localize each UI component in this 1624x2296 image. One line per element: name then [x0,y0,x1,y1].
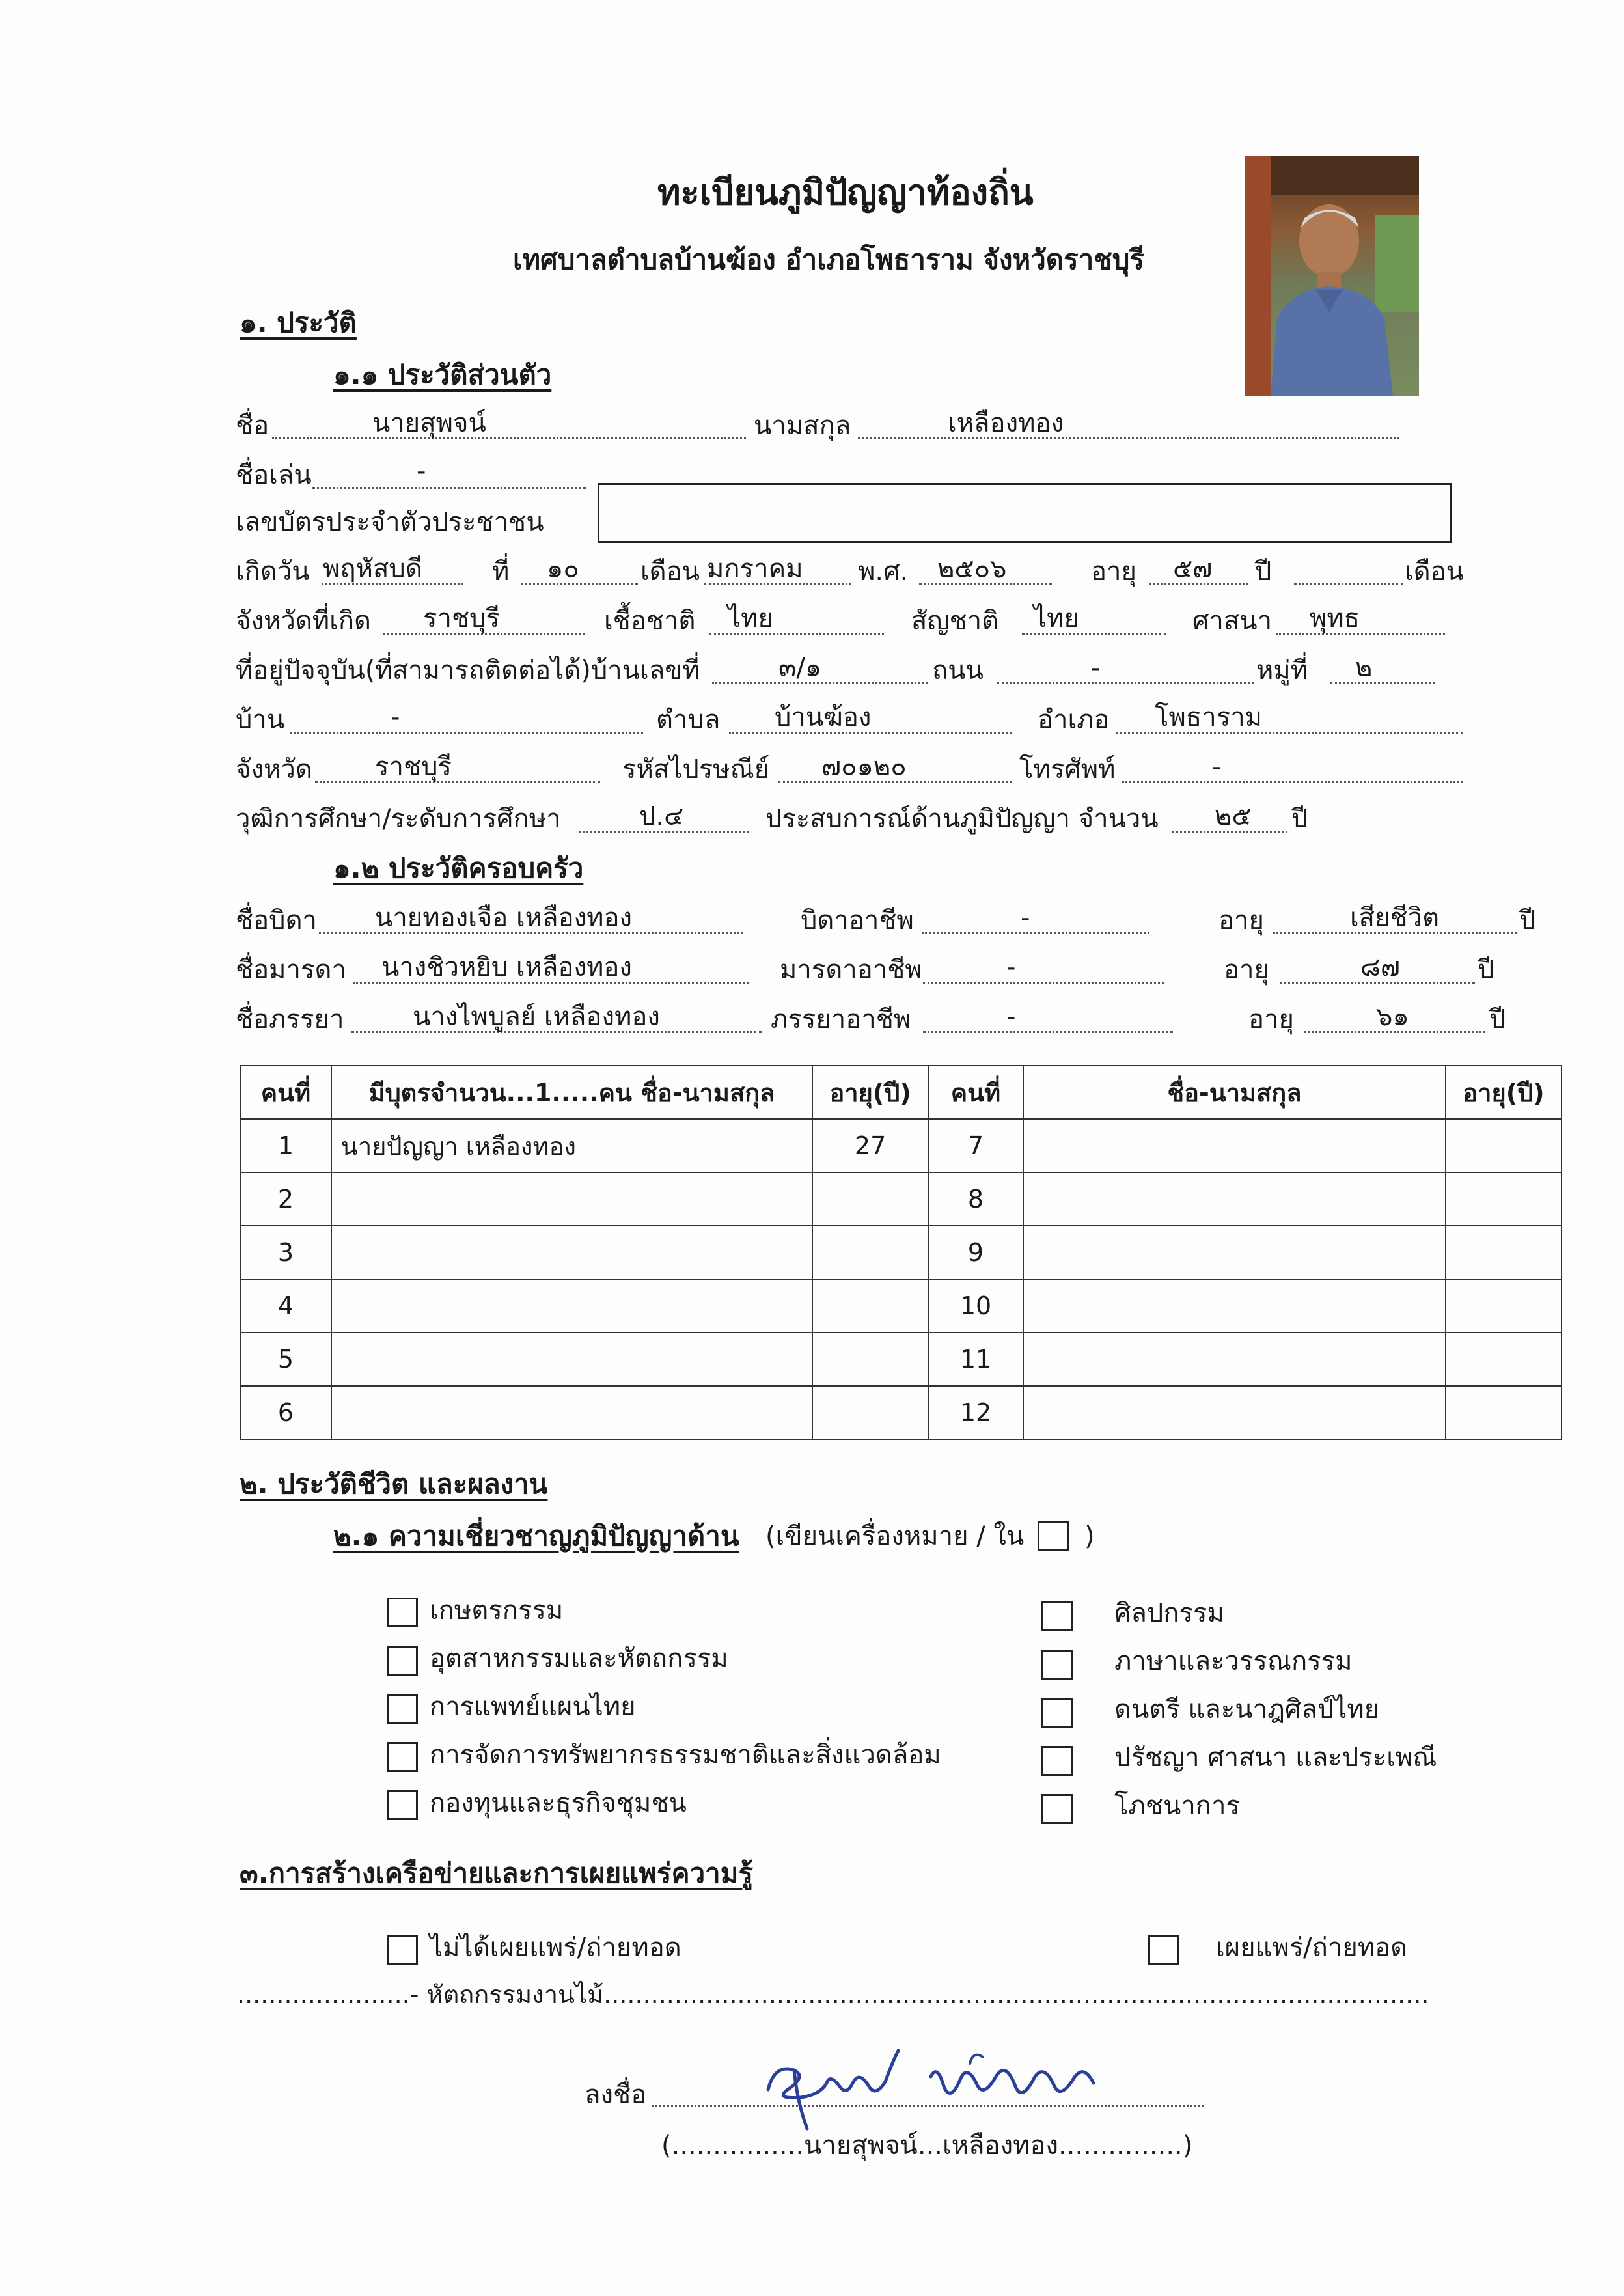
road-value[interactable]: - [1091,653,1101,683]
experience-value[interactable]: ๒๕ [1215,801,1252,831]
expertise-hint: (เขียนเครื่องหมาย / ใน [765,1521,1025,1551]
date-label: ที่ [492,557,510,587]
father-job-label: บิดาอาชีพ [801,906,914,935]
option-label: ปรัชญา ศาสนา และประเพณี [1114,1743,1437,1773]
table-header-row [240,1066,1562,1119]
education-label: วุฒิการศึกษา/ระดับการศึกษา [236,804,561,834]
date-value[interactable]: ๑๐ [547,554,579,584]
table-cell[interactable] [1023,1172,1446,1226]
option-label: เกษตรกรรม [430,1596,564,1625]
expertise-heading: ๒.๑ ความเชี่ยวชาญภูมิปัญญาด้าน [333,1520,739,1552]
table-cell: 6 [240,1386,331,1439]
father-age-value[interactable]: เสียชีวิต [1350,903,1440,933]
table-cell[interactable] [331,1279,812,1333]
spouse-age-label: อายุ [1248,1004,1294,1034]
national-id-label: เลขบัตรประจำตัวประชาชน [236,507,544,537]
table-cell: 2 [240,1172,331,1226]
option-label: การจัดการทรัพยากรธรรมชาติและสิ่งแวดล้อม [430,1740,941,1770]
name-value[interactable]: นายสุพจน์ [372,408,486,438]
checkbox-industry-handicraft[interactable] [387,1646,418,1676]
mother-age-value[interactable]: ๘๗ [1360,952,1400,982]
table-cell: 7 [928,1119,1023,1172]
table-row [240,1333,1562,1386]
religion-value[interactable]: พุทธ [1310,603,1360,633]
table-cell[interactable] [812,1333,928,1386]
form-title: ทะเบียนภูมิปัญญาท้องถิ่น [657,172,1034,213]
section2-heading: ๒. ประวัติชีวิต และผลงาน [240,1468,548,1500]
postcode-value[interactable]: ๗๐๑๒๐ [821,752,907,782]
published-label: เผยแพร่/ถ่ายทอด [1216,1933,1408,1963]
table-cell[interactable] [331,1172,812,1226]
table-cell[interactable] [1446,1279,1562,1333]
father-value[interactable]: นายทองเจือ เหลืองทอง [375,903,633,933]
name-label: ชื่อ [236,411,269,441]
option-label: การแพทย์แผนไทย [430,1692,636,1722]
district-label: อำเภอ [1038,705,1110,735]
table-cell[interactable] [1023,1119,1446,1172]
nickname-label: ชื่อเล่น [236,460,312,490]
mother-job-value[interactable]: - [1006,952,1016,982]
father-age-label: อายุ [1218,906,1264,935]
national-id-box[interactable] [598,483,1452,543]
age-month-unit: เดือน [1405,557,1465,587]
table-row [240,1119,1562,1172]
children-table [240,1065,1562,1440]
checkbox-natural-resources[interactable] [387,1742,418,1772]
table-cell: 3 [240,1226,331,1279]
checkbox-published[interactable] [1148,1935,1179,1965]
table-cell[interactable] [812,1226,928,1279]
subdistrict-label: ตำบล [656,705,721,735]
birth-day-value[interactable]: พฤหัสบดี [323,554,422,584]
table-cell[interactable] [1446,1172,1562,1226]
nationality-value[interactable]: ไทย [1034,603,1079,633]
option-label: อุตสาหกรรมและหัตถกรรม [430,1644,728,1674]
phone-line [1122,781,1463,783]
hint-checkbox [1038,1521,1069,1551]
spouse-job-line [923,1031,1173,1033]
checkbox-language-literature[interactable] [1041,1650,1073,1680]
table-cell[interactable] [1023,1386,1446,1439]
table-cell[interactable]: นายปัญญา เหลืองทอง [331,1119,812,1172]
subdistrict-value[interactable]: บ้านฆ้อง [775,702,872,732]
table-cell: 10 [928,1279,1023,1333]
nickname-value[interactable]: - [417,456,426,486]
birth-province-value[interactable]: ราชบุรี [423,603,500,633]
mother-job-label: มารดาอาชีพ [780,955,922,985]
race-label: เชื้อชาติ [604,606,696,636]
province-value[interactable]: ราชบุรี [375,752,452,782]
handwritten-signature [749,2025,1113,2135]
father-job-line [922,932,1149,934]
table-cell[interactable] [812,1279,928,1333]
col-header-age-left: อายุ(ปี) [812,1066,928,1119]
age-label: อายุ [1091,557,1136,587]
table-cell[interactable] [1023,1333,1446,1386]
religion-line [1276,633,1445,635]
province-label: จังหวัด [236,754,312,784]
moo-value[interactable]: ๒ [1355,653,1373,683]
experience-label: ประสบการณ์ด้านภูมิปัญญา จำนวน [765,804,1159,834]
checkbox-music-dance[interactable] [1041,1698,1073,1728]
village-line [290,732,643,734]
mother-job-line [923,982,1164,984]
spouse-value[interactable]: นางไพบูลย์ เหลืองทอง [413,1002,660,1032]
age-value[interactable]: ๕๗ [1173,554,1213,584]
col-header-age-right: อายุ(ปี) [1446,1066,1562,1119]
spouse-job-value[interactable]: - [1006,1002,1016,1032]
form-subtitle: เทศบาลตำบลบ้านฆ้อง อำเภอโพธาราม จังหวัดราชบุรี [513,243,1144,275]
date-line [521,583,638,585]
address-label: ที่อยู่ปัจจุบัน(ที่สามารถติดต่อได้)บ้านเลขที่ [236,656,700,685]
personal-info-heading: ๑.๑ ประวัติส่วนตัว [333,359,552,391]
option-label: ศิลปกรรม [1114,1598,1224,1628]
table-row [240,1226,1562,1279]
district-value[interactable]: โพธาราม [1155,702,1263,732]
checkbox-agriculture[interactable] [387,1598,418,1627]
village-value[interactable]: - [391,702,400,732]
nickname-line [312,487,586,489]
table-cell[interactable] [812,1172,928,1226]
option-label: ภาษาและวรรณกรรม [1114,1646,1353,1676]
network-note[interactable]: ......................- หัตถกรรมงานไม้......................................................................................................... [237,1980,1429,2009]
spouse-job-label: ภรรยาอาชีพ [771,1004,911,1034]
year-value[interactable]: ๒๕๐๖ [937,554,1007,584]
moo-label: หมู่ที่ [1256,656,1308,685]
option-label: ดนตรี และนาฎศิลป์ไทย [1114,1694,1380,1724]
col-header-number-left: คนที่ [240,1066,331,1119]
spouse-age-unit: ปี [1489,1004,1506,1034]
spouse-label: ชื่อภรรยา [236,1004,344,1034]
table-cell[interactable] [1023,1226,1446,1279]
table-cell: 12 [928,1386,1023,1439]
birth-day-label: เกิดวัน [236,557,310,587]
year-label: พ.ศ. [858,557,909,587]
birth-province-label: จังหวัดที่เกิด [236,606,372,636]
table-cell[interactable] [331,1386,812,1439]
house-no-value[interactable]: ๓/๑ [778,653,822,683]
table-cell[interactable] [331,1333,812,1386]
family-info-heading: ๑.๒ ประวัติครอบครัว [333,852,584,884]
option-label: กองทุนและธุรกิจชุมชน [430,1788,687,1818]
table-cell: 5 [240,1333,331,1386]
table-cell: 11 [928,1333,1023,1386]
table-row [240,1279,1562,1333]
phone-label: โทรศัพท์ [1019,754,1116,784]
checkbox-philosophy-religion[interactable] [1041,1746,1073,1776]
education-value[interactable]: ป.๔ [639,801,684,831]
mother-age-label: อายุ [1224,955,1269,985]
surname-line [858,437,1399,439]
nationality-label: สัญชาติ [911,606,999,636]
religion-label: ศาสนา [1192,606,1273,636]
surname-label: นามสกุล [754,411,851,441]
surname-value[interactable]: เหลืองทอง [948,408,1064,438]
expertise-hint-close: ) [1084,1521,1095,1551]
father-label: ชื่อบิดา [236,906,317,935]
phone-value[interactable]: - [1212,752,1222,782]
table-row [240,1386,1562,1439]
checkbox-thai-medicine[interactable] [387,1694,418,1724]
age-year-unit: ปี [1255,557,1272,587]
table-cell[interactable] [1446,1119,1562,1172]
mother-label: ชื่อมารดา [236,955,346,985]
table-cell: 8 [928,1172,1023,1226]
road-line [997,682,1254,684]
father-job-value[interactable]: - [1021,903,1030,933]
checkbox-community-fund[interactable] [387,1790,418,1820]
col-header-name-right: ชื่อ-นามสกุล [1023,1066,1446,1119]
person-photo [1245,156,1419,396]
col-header-number-right: คนที่ [928,1066,1023,1119]
age-month-line [1294,583,1403,585]
table-cell[interactable] [1446,1386,1562,1439]
checkbox-not-published[interactable] [387,1935,418,1965]
checkbox-arts[interactable] [1041,1601,1073,1631]
father-age-unit: ปี [1519,906,1536,935]
col-header-name-left: มีบุตรจำนวน...1.....คน ชื่อ-นามสกุล [331,1066,812,1119]
village-label: บ้าน [236,705,285,735]
signature-label: ลงชื่อ [585,2080,647,2110]
table-cell[interactable] [1023,1279,1446,1333]
section3-heading: ๓.การสร้างเครือข่ายและการเผยแพร่ความรู้ [240,1857,753,1889]
checkbox-nutrition[interactable] [1041,1794,1073,1824]
table-cell[interactable]: 27 [812,1119,928,1172]
postcode-label: รหัสไปรษณีย์ [622,754,770,784]
month-value[interactable]: มกราคม [707,554,803,584]
table-cell: 1 [240,1119,331,1172]
table-cell[interactable] [1446,1226,1562,1279]
moo-line [1330,682,1435,684]
road-label: ถนน [932,656,984,685]
table-cell: 4 [240,1279,331,1333]
person-photo-image [1245,156,1419,396]
table-cell[interactable] [812,1386,928,1439]
experience-unit: ปี [1291,804,1308,834]
table-cell[interactable] [1446,1333,1562,1386]
mother-value[interactable]: นางชิวหยิบ เหลืองทอง [381,952,632,982]
province-line [315,781,600,783]
not-published-label: ไม่ได้เผยแพร่/ถ่ายทอด [430,1933,681,1963]
table-cell: 9 [928,1226,1023,1279]
option-label: โภชนาการ [1114,1791,1240,1821]
mother-age-unit: ปี [1478,955,1494,985]
section1-heading: ๑. ประวัติ [240,307,357,339]
signer-printed-name: (................นายสุพจน์...เหลืองทอง...............) [661,2131,1193,2161]
spouse-age-value[interactable]: ๖๑ [1376,1002,1409,1032]
table-row [240,1172,1562,1226]
month-label: เดือน [640,557,700,587]
table-cell[interactable] [331,1226,812,1279]
race-value[interactable]: ไทย [728,603,773,633]
name-line [272,437,746,439]
